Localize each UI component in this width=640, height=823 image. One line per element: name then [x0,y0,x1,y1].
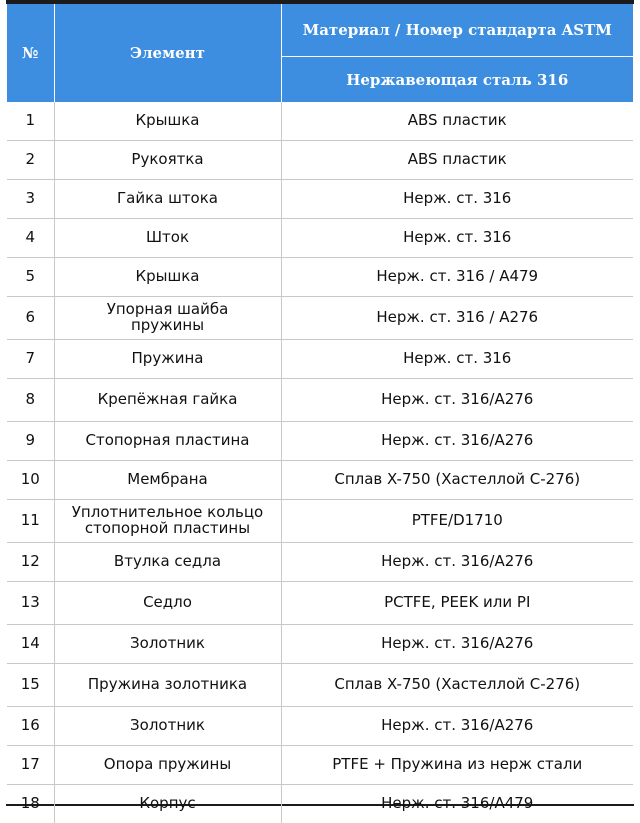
row-number: 3 [7,180,54,219]
row-material: PTFE + Пружина из нерж стали [281,746,633,785]
row-material: Нерж. ст. 316/A276 [281,422,633,461]
table-row [7,258,633,297]
row-number: 18 [7,785,54,823]
row-element [54,297,281,340]
table-row [7,297,633,340]
row-number: 5 [7,258,54,297]
row-material: Нерж. ст. 316/A276 [281,625,633,664]
row-material: Сплав X-750 (Хастеллой C-276) [281,461,633,500]
table-row [7,340,633,379]
row-element: Крышка [54,258,281,297]
row-number: 10 [7,461,54,500]
row-number: 12 [7,543,54,582]
table-row [7,664,633,707]
row-number: 15 [7,664,54,707]
row-material: ABS пластик [281,141,633,180]
row-element-line: стопорной пластины [55,521,281,537]
row-material: ABS пластик [281,102,633,141]
row-material: Нерж. ст. 316 / A479 [281,258,633,297]
table-header [7,4,633,102]
row-element-line: Упорная шайба [55,302,281,318]
row-element: Золотник [54,707,281,746]
row-material: Нерж. ст. 316 [281,180,633,219]
row-number: 4 [7,219,54,258]
header-element: Элемент [54,4,281,102]
row-number: 11 [7,500,54,543]
row-element: Корпус [54,785,281,823]
row-element-line: Уплотнительное кольцо [55,505,281,521]
row-element: Мембрана [54,461,281,500]
row-material: Нерж. ст. 316 [281,340,633,379]
table-row [7,102,633,141]
table-row [7,582,633,625]
row-number: 8 [7,379,54,422]
row-element [54,500,281,543]
materials-table [7,4,633,823]
row-element: Рукоятка [54,141,281,180]
table-body [7,102,633,823]
table-row [7,379,633,422]
table-row [7,625,633,664]
row-number: 1 [7,102,54,141]
row-material: PCTFE, PEEK или PI [281,582,633,625]
row-material: Нерж. ст. 316 / A276 [281,297,633,340]
row-element: Седло [54,582,281,625]
row-number: 13 [7,582,54,625]
row-element: Крепёжная гайка [54,379,281,422]
table-row [7,543,633,582]
table-row [7,422,633,461]
row-number: 9 [7,422,54,461]
row-element: Пружина золотника [54,664,281,707]
header-number: № [7,4,54,102]
row-number: 2 [7,141,54,180]
row-number: 14 [7,625,54,664]
row-material: PTFE/D1710 [281,500,633,543]
row-number: 7 [7,340,54,379]
row-element: Золотник [54,625,281,664]
row-material: Нерж. ст. 316/A276 [281,543,633,582]
table-row [7,500,633,543]
row-material: Нерж. ст. 316 [281,219,633,258]
header-material-subtitle: Нержавеющая сталь 316 [281,57,633,103]
table-row [7,785,633,823]
row-element: Опора пружины [54,746,281,785]
row-element: Пружина [54,340,281,379]
table-row [7,219,633,258]
row-element: Втулка седла [54,543,281,582]
row-material: Нерж. ст. 316/A479 [281,785,633,823]
header-material-title: Материал / Номер стандарта ASTM [281,4,633,57]
table-row [7,180,633,219]
row-number: 6 [7,297,54,340]
row-element: Стопорная пластина [54,422,281,461]
row-number: 17 [7,746,54,785]
table-row [7,707,633,746]
row-element: Шток [54,219,281,258]
row-material: Нерж. ст. 316/A276 [281,379,633,422]
table-row [7,141,633,180]
row-material: Сплав X-750 (Хастеллой C-276) [281,664,633,707]
table-row [7,461,633,500]
row-number: 16 [7,707,54,746]
table-row [7,746,633,785]
row-material: Нерж. ст. 316/A276 [281,707,633,746]
row-element: Гайка штока [54,180,281,219]
row-element-line: пружины [55,318,281,334]
row-element: Крышка [54,102,281,141]
